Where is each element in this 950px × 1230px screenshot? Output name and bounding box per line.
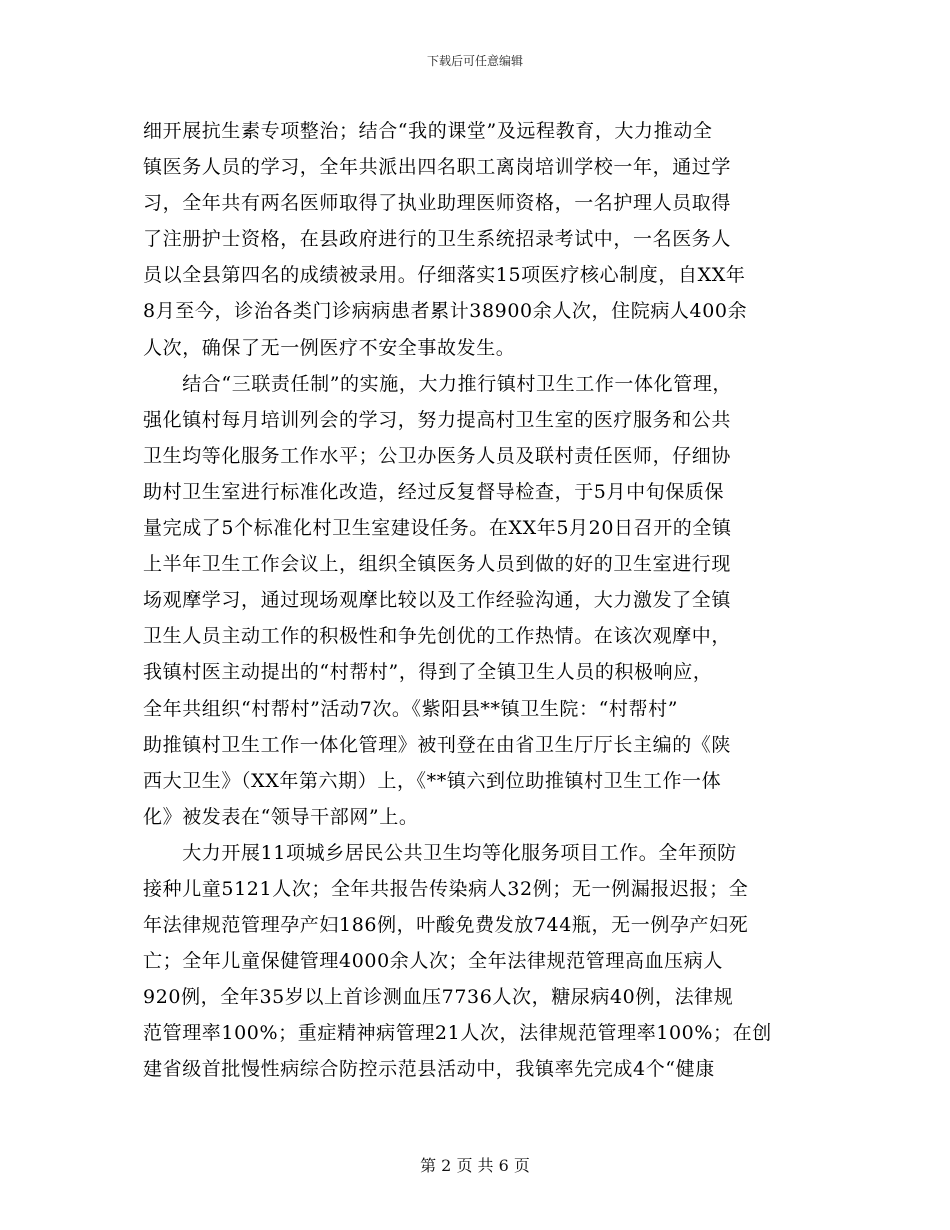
text-line: 大力开展11项城乡居民公共卫生均等化服务项目工作。全年预防 <box>143 841 737 864</box>
document-body <box>143 113 803 1088</box>
text-line: 亡；全年儿童保健管理4000余人次；全年法律规范管理高血压病人 <box>143 950 723 973</box>
text-line: 员以全县第四名的成绩被录用。仔细落实15项医疗核心制度，自XX年 <box>143 264 746 287</box>
text-line: 人次，确保了无一例医疗不安全事故发生。 <box>143 336 516 359</box>
paragraph-1 <box>143 113 803 366</box>
text-line: 强化镇村每月培训列会的学习，努力提高村卫生室的医疗服务和公共 <box>143 408 732 431</box>
text-line: 卫生均等化服务工作水平；公卫办医务人员及联村责任医师，仔细协 <box>143 444 732 467</box>
text-line: 上半年卫生工作会议上，组织全镇医务人员到做的好的卫生室进行现 <box>143 553 732 576</box>
text-line: 镇医务人员的学习，全年共派出四名职工离岗培训学校一年，通过学 <box>143 156 732 179</box>
text-line: 接种儿童5121人次；全年共报告传染病人32例；无一例漏报迟报；全 <box>143 877 749 900</box>
paragraph-2 <box>143 366 803 835</box>
page-header: 下载后可任意编辑 <box>426 54 523 68</box>
page-number-footer: 第 2 页 共 6 页 <box>420 1156 530 1175</box>
text-line: 化》被发表在“领导干部网”上。 <box>143 805 419 828</box>
text-line: 场观摩学习，通过现场观摩比较以及工作经验沟通，大力激发了全镇 <box>143 589 732 612</box>
paragraph-3 <box>143 835 803 1088</box>
text-line: 助村卫生室进行标准化改造，经过反复督导检查，于5月中旬保质保 <box>143 480 725 503</box>
text-line: 全年共组织“村帮村”活动7次。《紫阳县**镇卫生院：“村帮村” <box>143 697 679 720</box>
text-line: 年法律规范管理孕产妇186例，叶酸免费发放744瓶，无一例孕产妇死 <box>143 914 749 937</box>
text-line: 920例，全年35岁以上首诊测血压7736人次，糖尿病40例，法律规 <box>143 986 734 1009</box>
text-line: 卫生人员主动工作的积极性和争先创优的工作热情。在该次观摩中， <box>143 625 732 648</box>
text-line: 我镇村医主动提出的“村帮村”，得到了全镇卫生人员的积极响应， <box>143 661 713 684</box>
text-line: 范管理率100%；重症精神病管理21人次，法律规范管理率100%；在创 <box>143 1022 772 1045</box>
text-line: 结合“三联责任制”的实施，大力推行镇村卫生工作一体化管理， <box>143 372 733 395</box>
text-line: 建省级首批慢性病综合防控示范县活动中，我镇率先完成4个“健康 <box>143 1058 715 1081</box>
text-line: 了注册护士资格，在县政府进行的卫生系统招录考试中，一名医务人 <box>143 228 732 251</box>
text-line: 量完成了5个标准化村卫生室建设任务。在XX年5月20日召开的全镇 <box>143 517 732 540</box>
text-line: 西大卫生》（XX年第六期）上，《**镇六到位助推镇村卫生工作一体 <box>143 769 722 792</box>
text-line: 习，全年共有两名医师取得了执业助理医师资格，一名护理人员取得 <box>143 192 732 215</box>
text-line: 8月至今，诊治各类门诊病病患者累计38900余人次，住院病人400余 <box>143 300 748 323</box>
text-line: 助推镇村卫生工作一体化管理》被刊登在由省卫生厅厅长主编的《陕 <box>143 733 732 756</box>
text-line: 细开展抗生素专项整治；结合“我的课堂”及远程教育，大力推动全 <box>143 120 713 142</box>
